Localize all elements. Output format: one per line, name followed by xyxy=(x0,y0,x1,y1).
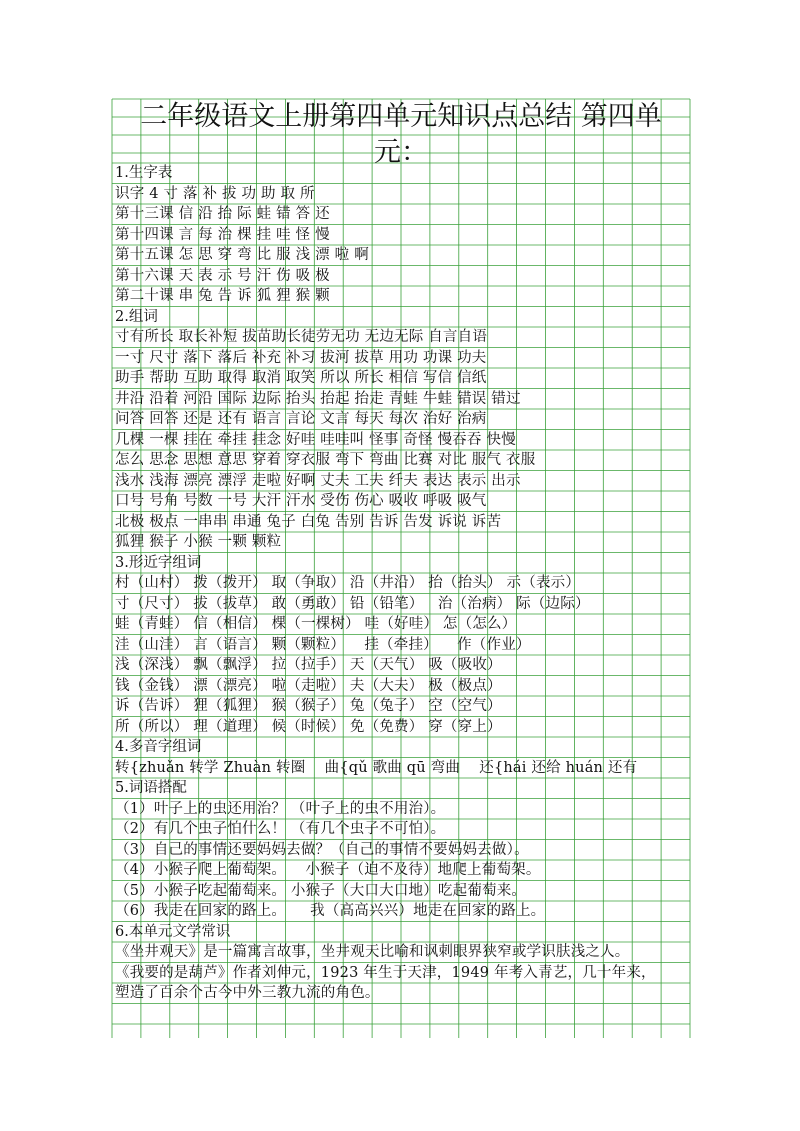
content-line: 问答 回答 还是 还有 语言 言论 文言 每天 每次 治好 治病 xyxy=(115,411,487,427)
section-heading: 5.词语搭配 xyxy=(115,780,187,796)
content-line: 怎么 思念 思想 意思 穿着 穿衣服 弯下 弯曲 比赛 对比 服气 衣服 xyxy=(115,452,536,468)
page-title-line-1: 二年级语文上册第四单元知识点总结 第四单 xyxy=(140,101,662,132)
content-line: 狐狸 猴子 小猴 一颗 颗粒 xyxy=(115,534,282,550)
content-line: 井沿 沿着 河沿 国际 边际 抬头 抬起 抬走 青蛙 牛蛙 错误 错过 xyxy=(115,390,521,407)
section-heading: 4.多音字组词 xyxy=(115,739,202,755)
content-line: 《我要的是葫芦》作者刘伸元，1923 年生于天津，1949 年考入青艺，几十年来， xyxy=(115,964,656,981)
content-line: （4）小猴子爬上葡萄架。 小猴子（迫不及待）地爬上葡萄架。 xyxy=(115,862,541,878)
content-line: 助手 帮助 互助 取得 取消 取笑 所以 所长 相信 写信 信纸 xyxy=(115,370,487,386)
content-line: （1）叶子上的虫还用治？ （叶子上的虫不用治）。 xyxy=(115,800,446,817)
content-line: 诉（告诉） 狸（狐狸） 猴（猴子） 兔（兔子） 空（空气） xyxy=(115,698,502,714)
section-heading: 2.组词 xyxy=(115,308,158,325)
content-line: 第二十课 串 兔 告 诉 狐 狸 猴 颗 xyxy=(115,288,330,304)
content-line: （5）小猴子吃起葡萄来。 小猴子（大口大口地）吃起葡萄来。 xyxy=(115,882,527,899)
content-line: （2）有几个虫子怕什么！ （有几个虫子不可怕）。 xyxy=(115,821,446,837)
content-line: 转{zhuǎn 转学 Zhuàn 转圈 曲{qǔ 歌曲 qū 弯曲 还{hái 还给 huán 还有 xyxy=(115,759,638,776)
content-line: 识字 4 寸 落 补 拔 功 助 取 所 xyxy=(115,185,315,202)
content-line: 寸有所长 取长补短 拔苗助长徒劳无功 无边无际 自言自语 xyxy=(115,329,488,345)
content-line: 浅（深浅） 飘（飘浮） 拉（拉手） 天（天气） 吸（吸收） xyxy=(115,657,502,673)
content-line: 蛙（青蛙） 信（相信） 棵（一棵树） 哇（好哇） 怎（怎么） xyxy=(115,616,517,632)
content-line: 北极 极点 一串串 串通 兔子 白兔 告别 告诉 告发 诉说 诉苦 xyxy=(115,513,502,530)
page-title-line-2: 元： xyxy=(374,137,428,168)
content-line: 钱（金钱） 漂（漂亮） 啦（走啦） 夫（大夫） 极（极点） xyxy=(115,677,502,694)
content-line: 浅水 浅海 漂亮 漂浮 走啦 好啊 丈夫 工夫 纤夫 表达 表示 出示 xyxy=(115,472,521,489)
section-heading: 3.形近字组词 xyxy=(115,554,202,571)
content-line: （6）我走在回家的路上。 我（高高兴兴）地走在回家的路上。 xyxy=(115,903,546,919)
content-line: 第十三课 信 沿 抬 际 蛙 错 答 还 xyxy=(115,206,330,222)
content-line: 第十六课 天 表 示 号 汗 伤 吸 极 xyxy=(115,267,330,284)
section-heading: 1.生字表 xyxy=(115,165,173,181)
content-line: 寸（尺寸） 拔（拔草） 敢（勇敢） 铅（铅笔） 治（治病） 际（边际） xyxy=(115,595,590,612)
content-line: 村（山村） 拨（拨开） 取（争取） 沿（井沿） 抬（抬头） 示（表示） xyxy=(115,575,581,591)
content-line: 第十五课 怎 思 穿 弯 比 服 浅 漂 啦 啊 xyxy=(115,247,369,263)
content-line: （3）自己的事情还要妈妈去做？（自己的事情不要妈妈去做）。 xyxy=(115,841,529,858)
content-line: 第十四课 言 每 治 棵 挂 哇 怪 慢 xyxy=(115,226,330,243)
content-line: 口号 号角 号数 一号 大汗 汗水 受伤 伤心 吸收 呼吸 吸气 xyxy=(115,493,487,509)
section-heading: 6.本单元文学常识 xyxy=(115,923,231,940)
content-line: 所（所以） 理（道理） 候（时候） 免（免费） 穿（穿上） xyxy=(115,718,502,735)
content-line: 塑造了百余个古今中外三教九流的角色。 xyxy=(115,985,380,1001)
content-line: 几棵 一棵 挂在 牵挂 挂念 好哇 哇哇叫 怪事 奇怪 慢吞吞 快慢 xyxy=(115,431,516,448)
content-line: 洼（山洼） 言（语言） 颗（颗粒） 挂（牵挂） 作（作业） xyxy=(115,636,531,653)
content-line: 《坐井观天》是一篇寓言故事，坐井观天比喻和讽刺眼界狭窄或学识肤浅之人。 xyxy=(115,944,630,960)
content-line: 一寸 尺寸 落下 落后 补充 补习 拔河 拔草 用功 功课 功夫 xyxy=(115,349,487,366)
